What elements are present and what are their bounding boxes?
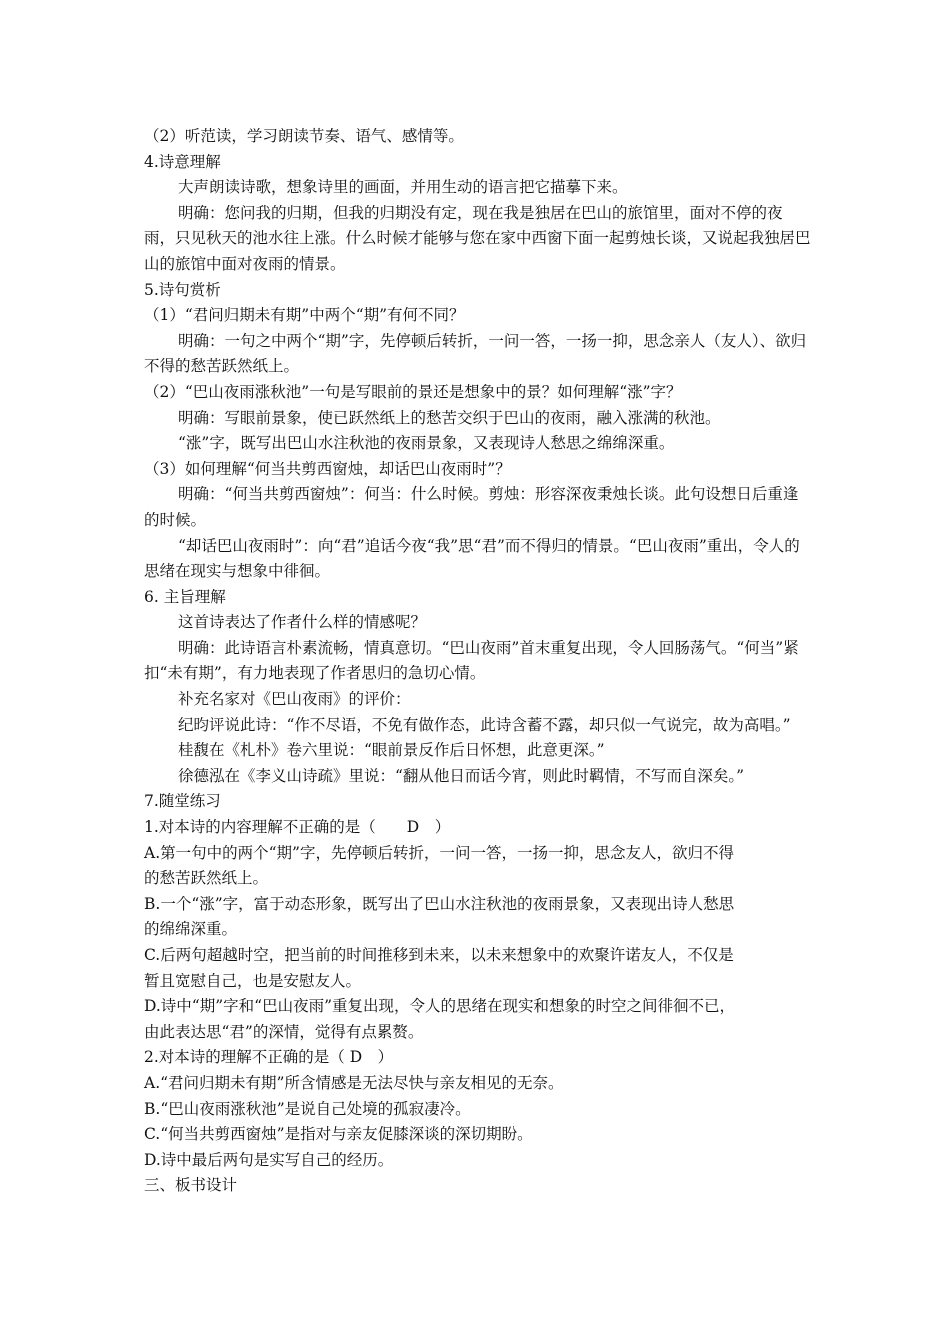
exercise-question-1: 1.对本诗的内容理解不正确的是（ D ） — [144, 818, 451, 837]
paragraph: 明确：此诗语言朴素流畅，情真意切。“巴山夜雨”首末重复出现，令人回肠荡气。“何当”紧扣“未有期”，有力地表现了作者思归的急切心情。 — [144, 638, 799, 683]
paragraph: “却话巴山夜雨时”：向“君”追话今夜“我”思“君”而不得归的情景。“巴山夜雨”重出，令人的思绪在现实与想象中徘徊。 — [144, 536, 800, 581]
section-heading-analysis: 5.诗句赏析 — [144, 280, 221, 299]
paragraph: 大声朗读诗歌，想象诗里的画面，并用生动的语言把它描摹下来。 — [178, 178, 628, 197]
paragraph: 这首诗表达了作者什么样的情感呢？ — [178, 613, 427, 632]
paragraph: 明确：写眼前景象，使已跃然纸上的愁苦交织于巴山的夜雨，融入涨满的秋池。 — [178, 408, 721, 427]
option-line: A.第一句中的两个“期”字，先停顿后转折，一问一答，一扬一抑，思念友人，欲归不得 — [144, 843, 734, 862]
option-line: 的绵绵深重。 — [144, 920, 238, 939]
option-line: C.后两句超越时空，把当前的时间推移到未来，以未来想象中的欢聚许诺友人，不仅是 — [144, 946, 734, 964]
paragraph: 明确：“何当共剪西窗烛”：何当：什么时候。剪烛：形容深夜秉烛长谈。此句设想日后重逢的时候。 — [144, 485, 799, 529]
question: （2）“巴山夜雨涨秋池”一句是写眼前的景还是想象中的景？如何理解“涨”字？ — [144, 382, 682, 401]
exercise-option-a — [144, 841, 812, 892]
option-line: D.诗中“期”字和“巴山夜雨”重复出现，令人的思绪在现实和想象的时空之间徘徊不已， — [144, 997, 736, 1016]
exercise-option-c: C.“何当共剪西窗烛”是指对与亲友促膝深谈的深切期盼。 — [144, 1125, 533, 1144]
quote-paragraph: 徐德泓在《李义山诗疏》里说：“翻从他日而话今宵，则此时羁情，不写而自深矣。” — [178, 766, 745, 785]
step-listen-reading: （2）听范读，学习朗读节奏、语气、感情等。 — [144, 127, 464, 145]
exercise-option-a: A.“君问归期未有期”所含情感是无法尽快与亲友相见的无奈。 — [144, 1073, 564, 1092]
option-line: 的愁苦跃然纸上。 — [144, 869, 269, 888]
option-line: B.一个“涨”字，富于动态形象，既写出了巴山水注秋池的夜雨景象，又表现出诗人愁思 — [144, 894, 735, 913]
document-body — [144, 124, 812, 1199]
section-heading-board-design: 三、板书设计 — [144, 1176, 238, 1195]
section-heading-theme: 6. 主旨理解 — [144, 587, 226, 606]
option-line: 暂且宽慰自己，也是安慰友人。 — [144, 971, 362, 990]
exercise-option-d — [144, 994, 812, 1045]
exercise-option-d: D.诗中最后两句是实写自己的经历。 — [144, 1150, 394, 1169]
exercise-option-b — [144, 892, 812, 943]
paragraph: 补充名家对《巴山夜雨》的评价： — [178, 690, 411, 709]
paragraph: 明确：您问我的归期，但我的归期没有定，现在我是独居在巴山的旅馆里，面对不停的夜雨，只见秋天的池水往上涨。什么时候才能够与您在家中西窗下面一起剪烛长谈，又说起我独居巴山的旅馆中面对夜雨的情景。 — [144, 203, 811, 273]
exercise-question-2: 2.对本诗的理解不正确的是（ D ） — [144, 1048, 394, 1067]
question: （1）“君问归期未有期”中两个“期”有何不同？ — [144, 306, 465, 325]
quote-paragraph: 桂馥在《札朴》卷六里说：“眼前景反作后日怀想，此意更深。” — [178, 741, 605, 760]
paragraph: 明确：一句之中两个“期”字，先停顿后转折，一问一答，一扬一抑，思念亲人（友人）、欲归不得的愁苦跃然纸上。 — [144, 331, 807, 376]
option-line: 由此表达思“君”的深情，觉得有点累赘。 — [144, 1022, 424, 1041]
section-heading-practice: 7.随堂练习 — [144, 792, 221, 811]
quote-paragraph: 纪昀评说此诗：“作不尽语，不免有做作态，此诗含蓄不露，却只似一气说完，故为高唱。” — [178, 715, 791, 734]
section-heading-meaning: 4.诗意理解 — [144, 152, 221, 171]
paragraph: “涨”字，既写出巴山水注秋池的夜雨景象，又表现诗人愁思之绵绵深重。 — [178, 434, 675, 453]
exercise-option-b: B.“巴山夜雨涨秋池”是说自己处境的孤寂凄冷。 — [144, 1099, 471, 1118]
question: （3）如何理解“何当共剪西窗烛，却话巴山夜雨时”？ — [144, 459, 511, 478]
exercise-option-c — [144, 943, 812, 994]
